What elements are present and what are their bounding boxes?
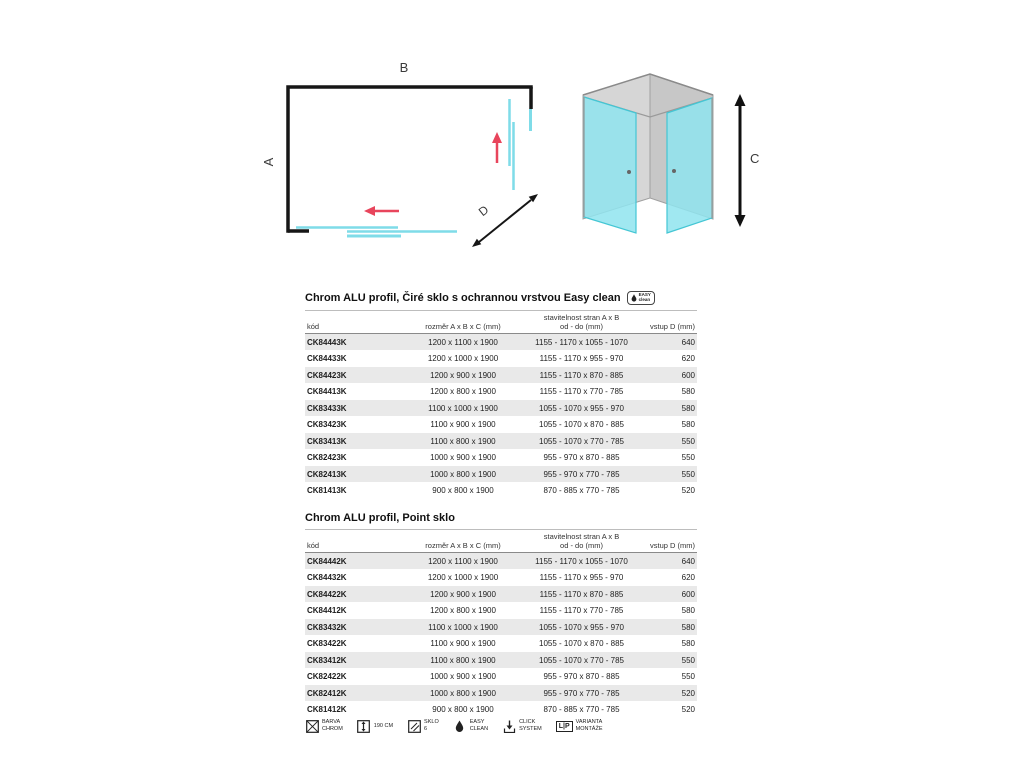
spec-row [305, 552, 697, 569]
spec-row [305, 333, 697, 350]
cell-code: CK81413K [307, 486, 347, 496]
spec-row [305, 701, 697, 718]
spec-row [305, 569, 697, 586]
table-header-row [305, 310, 697, 333]
feature-mount-variant [556, 719, 603, 732]
cell-code: CK82412K [307, 688, 347, 698]
cell-entry: 520 [681, 486, 695, 496]
cell-adjust: 955 - 970 x 870 - 885 [543, 672, 620, 682]
cell-entry: 580 [681, 622, 695, 632]
cell-adjust: 1155 - 1170 x 870 - 885 [539, 370, 624, 380]
door-handle-left [627, 170, 631, 174]
cell-adjust: 1055 - 1070 x 770 - 785 [539, 436, 624, 446]
col-header-entry: vstup D (mm) [650, 540, 695, 550]
cell-size: 1000 x 800 x 1900 [430, 469, 496, 479]
cell-adjust: 1055 - 1070 x 955 - 970 [539, 622, 624, 632]
feature-label-line1: SKLO [424, 719, 439, 726]
wall-lines [288, 87, 531, 231]
spec-row [305, 416, 697, 433]
click-arrow-icon [502, 719, 516, 733]
cell-code: CK84433K [307, 354, 347, 364]
entry-dimension-arrow [472, 194, 538, 247]
cell-size: 1200 x 800 x 1900 [430, 387, 496, 397]
cell-entry: 550 [681, 655, 695, 665]
cell-adjust: 1155 - 1170 x 955 - 970 [539, 573, 624, 583]
spec-row [305, 466, 697, 483]
cell-adjust: 1155 - 1170 x 870 - 885 [539, 589, 624, 599]
spec-row [305, 400, 697, 417]
col-header-size: rozměr A x B x C (mm) [425, 321, 501, 331]
glass-pane-icon [407, 719, 421, 733]
cell-adjust: 955 - 970 x 770 - 785 [543, 469, 620, 479]
water-drop-icon [453, 719, 467, 733]
height-arrow-icon [357, 719, 371, 733]
cell-adjust: 1055 - 1070 x 770 - 785 [539, 655, 624, 665]
cell-entry: 620 [681, 354, 695, 364]
lp-variant-icon: L|P [556, 721, 573, 732]
cell-code: CK84432K [307, 573, 347, 583]
feature-label-line1: EASY [469, 719, 485, 726]
cell-size: 1100 x 1000 x 1900 [428, 622, 498, 632]
section-title-easy-clean [305, 291, 681, 305]
feature-label-line2: SYSTEM [519, 726, 542, 732]
section-title-text: Chrom ALU profil, Point sklo [305, 511, 455, 524]
spec-row [305, 619, 697, 636]
feature-label-line2: 6 [424, 726, 428, 732]
feature-icons-row [305, 719, 603, 733]
cell-code: CK83412K [307, 655, 347, 665]
point-glass-table [305, 529, 697, 718]
cell-size: 1100 x 800 x 1900 [430, 655, 496, 665]
spec-row [305, 586, 697, 603]
cell-entry: 580 [681, 606, 695, 616]
cell-size: 900 x 800 x 1900 [432, 486, 494, 496]
cell-entry: 600 [681, 370, 695, 380]
dimension-label-d: D [475, 202, 492, 220]
table-header-row [305, 529, 697, 552]
cell-entry: 580 [681, 639, 695, 649]
feature-label-line1: 190 CM [373, 722, 394, 729]
cell-size: 1200 x 1000 x 1900 [427, 354, 499, 364]
feature-glass-thickness [407, 719, 439, 733]
cell-code: CK83422K [307, 639, 347, 649]
badge-line2: clean [638, 296, 651, 302]
cell-code: CK84442K [307, 556, 347, 566]
cell-code: CK84443K [307, 337, 347, 347]
cell-adjust: 1155 - 1170 x 1055 - 1070 [535, 337, 628, 347]
cell-entry: 640 [681, 337, 695, 347]
cell-size: 900 x 800 x 1900 [432, 705, 494, 715]
height-dimension-arrow [735, 94, 746, 227]
cell-code: CK82423K [307, 453, 347, 463]
cell-size: 1000 x 900 x 1900 [430, 453, 496, 463]
cell-size: 1100 x 900 x 1900 [430, 420, 496, 430]
cell-size: 1000 x 800 x 1900 [430, 688, 496, 698]
cell-adjust: 1055 - 1070 x 955 - 970 [539, 403, 624, 413]
col-header-adjust: stavitelnost stran A x B od - do (mm) [543, 312, 620, 331]
col-header-code: kód [307, 540, 320, 550]
glass-door-right [667, 98, 712, 233]
cell-size: 1200 x 900 x 1900 [430, 589, 496, 599]
chrome-swatch-icon [305, 719, 319, 733]
cell-size: 1100 x 800 x 1900 [430, 436, 496, 446]
spec-row [305, 602, 697, 619]
spec-row [305, 652, 697, 669]
cell-code: CK82413K [307, 469, 347, 479]
spec-content [305, 291, 695, 718]
feature-easy-clean [453, 719, 488, 733]
easy-clean-badge [627, 291, 655, 305]
col-header-adjust: stavitelnost stran A x B od - do (mm) [543, 531, 620, 550]
spec-row [305, 367, 697, 384]
cell-code: CK84412K [307, 606, 347, 616]
isometric-view [583, 74, 759, 233]
cell-code: CK83423K [307, 420, 347, 430]
cell-adjust: 1155 - 1170 x 1055 - 1070 [535, 556, 628, 566]
cell-size: 1200 x 1100 x 1900 [428, 556, 498, 566]
feature-label-line1: BARVA [322, 719, 341, 726]
cell-adjust: 955 - 970 x 770 - 785 [543, 688, 620, 698]
cell-adjust: 1055 - 1070 x 870 - 885 [539, 639, 624, 649]
feature-label-line1: VARIANTA [575, 719, 603, 726]
dimension-label-c: C [750, 151, 760, 166]
cell-entry: 620 [681, 573, 695, 583]
feature-click-system [502, 719, 542, 733]
feature-label-line1: CLICK [519, 719, 536, 726]
cell-entry: 520 [681, 705, 695, 715]
cell-entry: 550 [681, 469, 695, 479]
feature-chrome-color [305, 719, 343, 733]
dimension-label-a: A [261, 157, 276, 167]
section-title-text: Chrom ALU profil, Čiré sklo s ochrannou vrstvou Easy clean [305, 291, 621, 304]
cell-code: CK83432K [307, 622, 347, 632]
spec-row [305, 383, 697, 400]
cell-code: CK84423K [307, 370, 347, 380]
water-drop-icon [631, 294, 637, 302]
spec-row [305, 433, 697, 450]
cell-adjust: 870 - 885 x 770 - 785 [543, 486, 620, 496]
cell-size: 1000 x 900 x 1900 [430, 672, 496, 682]
feature-height [357, 719, 393, 733]
cell-code: CK83413K [307, 436, 347, 446]
feature-label-line2: MONTÁŽE [575, 726, 603, 732]
cell-adjust: 1155 - 1170 x 770 - 785 [539, 387, 624, 397]
cell-adjust: 1155 - 1170 x 955 - 970 [539, 354, 624, 364]
feature-label-line2: CHROM [322, 726, 343, 732]
col-header-code: kód [307, 321, 320, 331]
technical-drawings [0, 0, 1024, 300]
cell-adjust: 1155 - 1170 x 770 - 785 [539, 606, 624, 616]
cell-code: CK82422K [307, 672, 347, 682]
cell-size: 1200 x 800 x 1900 [430, 606, 496, 616]
cell-entry: 550 [681, 436, 695, 446]
cell-entry: 580 [681, 387, 695, 397]
door-handle-right [672, 169, 676, 173]
cell-size: 1100 x 1000 x 1900 [428, 403, 498, 413]
cell-code: CK83433K [307, 403, 347, 413]
cell-adjust: 955 - 970 x 870 - 885 [543, 453, 620, 463]
cell-size: 1100 x 900 x 1900 [430, 639, 496, 649]
spec-row [305, 482, 697, 499]
dimension-label-b: B [399, 60, 409, 75]
spec-row [305, 350, 697, 367]
cell-entry: 550 [681, 672, 695, 682]
glass-door-left [584, 97, 636, 233]
cell-entry: 580 [681, 403, 695, 413]
glass-right-panels [510, 99, 531, 190]
cell-size: 1200 x 1100 x 1900 [428, 337, 498, 347]
cell-code: CK81412K [307, 705, 347, 715]
cell-code: CK84422K [307, 589, 347, 599]
easy-clean-table [305, 310, 697, 499]
spec-row [305, 449, 697, 466]
cell-entry: 550 [681, 453, 695, 463]
cell-entry: 640 [681, 556, 695, 566]
cell-adjust: 1055 - 1070 x 870 - 885 [539, 420, 624, 430]
cell-size: 1200 x 1000 x 1900 [427, 573, 499, 583]
spec-row [305, 668, 697, 685]
cell-entry: 580 [681, 420, 695, 430]
feature-label-line2: CLEAN [469, 726, 489, 732]
col-header-entry: vstup D (mm) [650, 321, 695, 331]
col-header-size: rozměr A x B x C (mm) [425, 540, 501, 550]
spec-row [305, 685, 697, 702]
spec-row [305, 635, 697, 652]
badge-line1: EASY [638, 292, 651, 297]
cell-size: 1200 x 900 x 1900 [430, 370, 496, 380]
cell-entry: 600 [681, 589, 695, 599]
cell-entry: 520 [681, 688, 695, 698]
section-title-point [305, 512, 681, 524]
glass-bottom-panels [296, 228, 457, 237]
top-view-diagram [261, 60, 538, 247]
cell-code: CK84413K [307, 387, 347, 397]
cell-adjust: 870 - 885 x 770 - 785 [543, 705, 620, 715]
